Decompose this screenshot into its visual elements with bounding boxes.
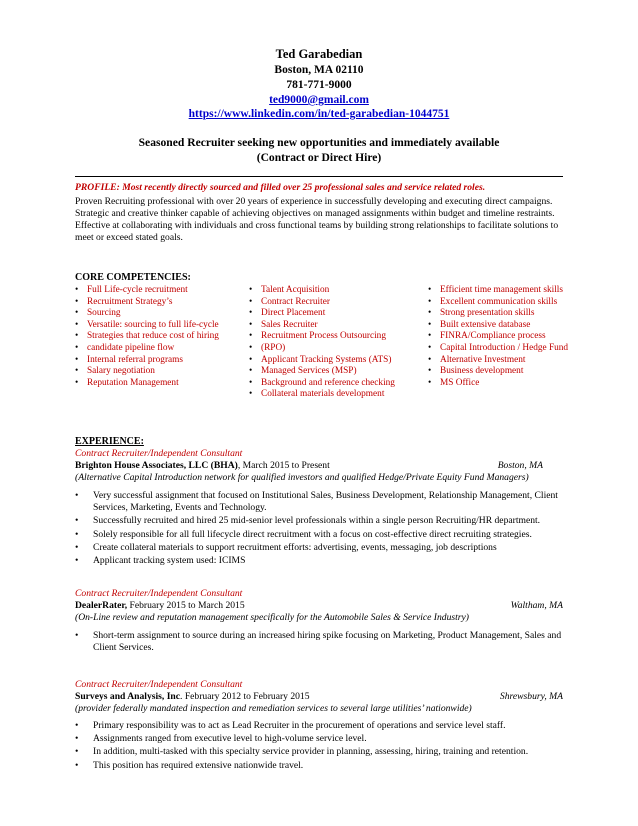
competency-label: Managed Services (MSP): [261, 366, 357, 377]
competency-label: Recruitment Strategy’s: [87, 296, 173, 307]
job-company-line: [75, 600, 563, 612]
bullet-icon: •: [428, 331, 432, 342]
competency-item: [75, 342, 253, 355]
competency-label: Reputation Management: [87, 377, 179, 388]
bullet-icon: •: [249, 285, 253, 295]
job-bullet: [75, 529, 575, 541]
experience-heading: EXPERIENCE:: [75, 436, 144, 447]
bullet-icon: •: [428, 296, 432, 307]
competency-item: [75, 308, 253, 320]
bullet-icon: •: [428, 377, 432, 388]
email-link[interactable]: ted9000@gmail.com: [269, 94, 369, 106]
job-title: Contract Recruiter/Independent Consultant: [75, 679, 243, 690]
competency-item: [249, 343, 424, 355]
objective-line1: Seasoned Recruiter seeking new opportunities and immediately available: [138, 136, 500, 149]
competency-item: [428, 285, 578, 297]
job-bullets: [75, 630, 575, 655]
bullet-icon: •: [75, 354, 79, 365]
competency-label: candidate pipeline flow: [87, 342, 175, 353]
competency-label: Alternative Investment: [440, 354, 526, 365]
job-location: Boston, MA: [497, 460, 543, 471]
competency-label: Internal referral programs: [87, 354, 184, 365]
bullet-icon: •: [75, 528, 79, 540]
competency-label: Direct Placement: [261, 308, 326, 319]
competency-label: Business development: [440, 366, 524, 377]
competency-label: Salary negotiation: [87, 366, 155, 377]
job-bullet-text: Short-term assignment to source during an increased hiring spike focusing on Marketing, Product Management, Sales and Client Services.: [93, 630, 562, 654]
bullet-icon: •: [249, 308, 253, 319]
competency-label: Strategies that reduce cost of hiring: [87, 331, 219, 342]
competency-label: Full Life-cycle recruitment: [87, 285, 188, 295]
job-company-line: [75, 691, 563, 703]
competency-item: [75, 319, 253, 332]
job-dates: , March 2015 to Present: [237, 460, 330, 471]
competency-label: Built extensive database: [440, 319, 531, 330]
job-bullets: [75, 490, 575, 568]
linkedin-link[interactable]: https://www.linkedin.com/in/ted-garabedian-1044751: [188, 108, 450, 120]
competency-item: [428, 355, 578, 367]
profile-headline-row: [75, 182, 485, 194]
bullet-icon: •: [75, 342, 79, 353]
bullet-icon: •: [75, 733, 79, 745]
bullet-icon: •: [249, 331, 253, 342]
job-location: Shrewsbury, MA: [499, 691, 563, 702]
bullet-icon: •: [75, 759, 79, 771]
competency-label: Sourcing: [87, 308, 121, 319]
job-bullet-text: Very successful assignment that focused on Institutional Sales, Business Development, Relationship Management, Client Services, Marketing, Events and Technology.: [93, 490, 558, 514]
competencies-column-3: [428, 285, 578, 389]
competency-label: Contract Recruiter: [261, 296, 330, 307]
competency-label: Excellent communication skills: [440, 296, 558, 307]
bullet-icon: •: [249, 342, 253, 353]
competency-label: Talent Acquisition: [261, 285, 330, 295]
job-bullet: [75, 760, 575, 772]
header-divider: [75, 176, 563, 177]
bullet-icon: •: [428, 366, 432, 377]
job-company-line: [75, 460, 563, 472]
bullet-icon: •: [75, 296, 79, 307]
bullet-icon: •: [75, 490, 79, 501]
job-bullet: [75, 515, 575, 527]
job-title: Contract Recruiter/Independent Consultant: [75, 448, 243, 459]
profile-label: PROFILE:: [75, 182, 120, 193]
bullet-icon: •: [75, 720, 79, 731]
job-bullet-text: Create collateral materials to support recruitment efforts: advertising, events, messaging, job descriptions: [93, 541, 497, 553]
competency-label: Background and reference checking: [261, 377, 395, 388]
competency-label: Collateral materials development: [261, 389, 385, 400]
competency-item: [428, 343, 578, 355]
job-bullet-text: Successfully recruited and hired 25 mid-senior level professionals within a single person Recruiting/HR department.: [93, 515, 541, 527]
competency-label: Versatile: sourcing to full life-cycle: [87, 319, 219, 330]
competency-item: [249, 308, 424, 320]
linkedin-row: [0, 107, 638, 122]
company-description: (provider federally mandated inspection and remediation services to several large utilities’ nationwide): [75, 703, 472, 714]
bullet-icon: •: [75, 331, 79, 342]
email-row: [0, 93, 638, 108]
competency-item: [428, 308, 578, 320]
job-bullet: [75, 630, 575, 654]
competency-label: FINRA/Compliance process: [440, 331, 546, 342]
company-description: (Alternative Capital Introduction network for qualified investors and qualified Hedge/Private Equity Fund Managers): [75, 472, 529, 483]
bullet-icon: •: [428, 342, 432, 353]
competency-item: [75, 331, 253, 343]
competency-item: [428, 297, 578, 309]
competency-item: [249, 297, 424, 309]
profile-headline: Most recently directly sourced and filled over 25 professional sales and service related roles.: [122, 182, 486, 193]
bullet-icon: •: [75, 746, 79, 758]
job-bullet-text: Solely responsible for all full lifecycle direct recruitment with a focus on cost-effective direct recruiting strategies.: [93, 528, 532, 540]
bullet-icon: •: [75, 308, 79, 319]
bullet-icon: •: [428, 354, 432, 365]
job-bullet-text: Applicant tracking system used: ICIMS: [93, 555, 246, 567]
objective-line2: (Contract or Direct Hire): [256, 151, 382, 164]
competency-item: [428, 320, 578, 332]
competency-label: Efficient time management skills: [440, 285, 563, 295]
job-bullet: [75, 542, 575, 554]
company-name: Brighton House Associates, LLC (BHA): [75, 460, 238, 471]
job-bullet-text: Primary responsibility was to act as Lead Recruiter in the procurement of operations and service level staff.: [93, 720, 506, 731]
profile-collaboration: Effective at collaborating with individuals and cross functional teams by building strong relationships to facilitate solutions to meet or exceed stated goals.: [75, 220, 559, 244]
candidate-phone: 781-771-9000: [286, 79, 352, 91]
competency-item: [75, 366, 253, 378]
bullet-icon: •: [75, 285, 79, 295]
bullet-icon: •: [428, 308, 432, 319]
company-name: Surveys and Analysis, Inc: [75, 691, 181, 702]
bullet-icon: •: [75, 366, 79, 377]
bullet-icon: •: [249, 296, 253, 307]
competency-item: [249, 378, 424, 390]
job-dates: . February 2012 to February 2015: [180, 691, 310, 702]
competencies-column-2: [249, 285, 424, 401]
competency-label: Applicant Tracking Systems (ATS): [261, 354, 392, 365]
bullet-icon: •: [75, 630, 79, 641]
bullet-icon: •: [249, 366, 253, 377]
competency-label: Capital Introduction / Hedge Fund: [440, 342, 569, 353]
competency-item: [75, 377, 253, 390]
job-bullet: [75, 490, 575, 514]
competency-label: Recruitment Process Outsourcing: [261, 331, 386, 342]
competency-item: [249, 389, 424, 401]
job-bullet-text: In addition, multi-tasked with this specialty service provider in planning, assessing, hiring, training and retention.: [93, 746, 529, 758]
competency-item: [75, 296, 253, 309]
job-bullet: [75, 720, 575, 732]
competency-item: [249, 320, 424, 332]
competency-item: [428, 331, 578, 343]
competency-item: [249, 366, 424, 378]
competency-item: [75, 354, 253, 367]
bullet-icon: •: [75, 319, 79, 330]
competency-item: [249, 355, 424, 367]
bullet-icon: •: [75, 515, 79, 527]
bullet-icon: •: [249, 319, 253, 330]
job-dates: February 2015 to March 2015: [127, 600, 245, 611]
company-description: (On-Line review and reputation management specifically for the Automobile Sales & Service Industry): [75, 612, 469, 623]
competency-item: [249, 331, 424, 343]
competency-item: [249, 285, 424, 297]
competency-label: Sales Recruiter: [261, 319, 318, 330]
competency-item: [75, 285, 253, 297]
competency-item: [428, 366, 578, 378]
job-bullet: [75, 733, 575, 745]
competency-item: [428, 378, 578, 390]
bullet-icon: •: [249, 389, 253, 400]
company-name: DealerRater,: [75, 600, 128, 611]
job-bullet: [75, 746, 575, 758]
job-bullet: [75, 555, 575, 567]
job-bullet-text: Assignments ranged from executive level to high-volume service level.: [93, 733, 367, 745]
bullet-icon: •: [249, 377, 253, 388]
candidate-location: Boston, MA 02110: [274, 64, 364, 76]
profile-summary: Proven Recruiting professional with over 20 years of experience in successfully developing and executing direct campaigns. Strategic and creative thinker capable of achieving objectives on managed assignments within budget and timeline restraints.: [75, 196, 555, 220]
competencies-heading: CORE COMPETENCIES:: [75, 272, 191, 283]
job-title: Contract Recruiter/Independent Consultant: [75, 588, 243, 599]
job-bullets: [75, 720, 575, 773]
bullet-icon: •: [75, 555, 79, 567]
job-bullet-text: This position has required extensive nationwide travel.: [93, 759, 304, 771]
candidate-name: Ted Garabedian: [275, 47, 363, 61]
competency-label: (RPO): [261, 342, 286, 353]
job-location: Waltham, MA: [510, 600, 563, 611]
bullet-icon: •: [75, 541, 79, 553]
bullet-icon: •: [428, 319, 432, 330]
competency-label: Strong presentation skills: [440, 308, 535, 319]
bullet-icon: •: [428, 285, 432, 295]
competency-label: MS Office: [440, 377, 480, 388]
bullet-icon: •: [75, 377, 79, 388]
competencies-column-1: [75, 285, 253, 389]
bullet-icon: •: [249, 354, 253, 365]
